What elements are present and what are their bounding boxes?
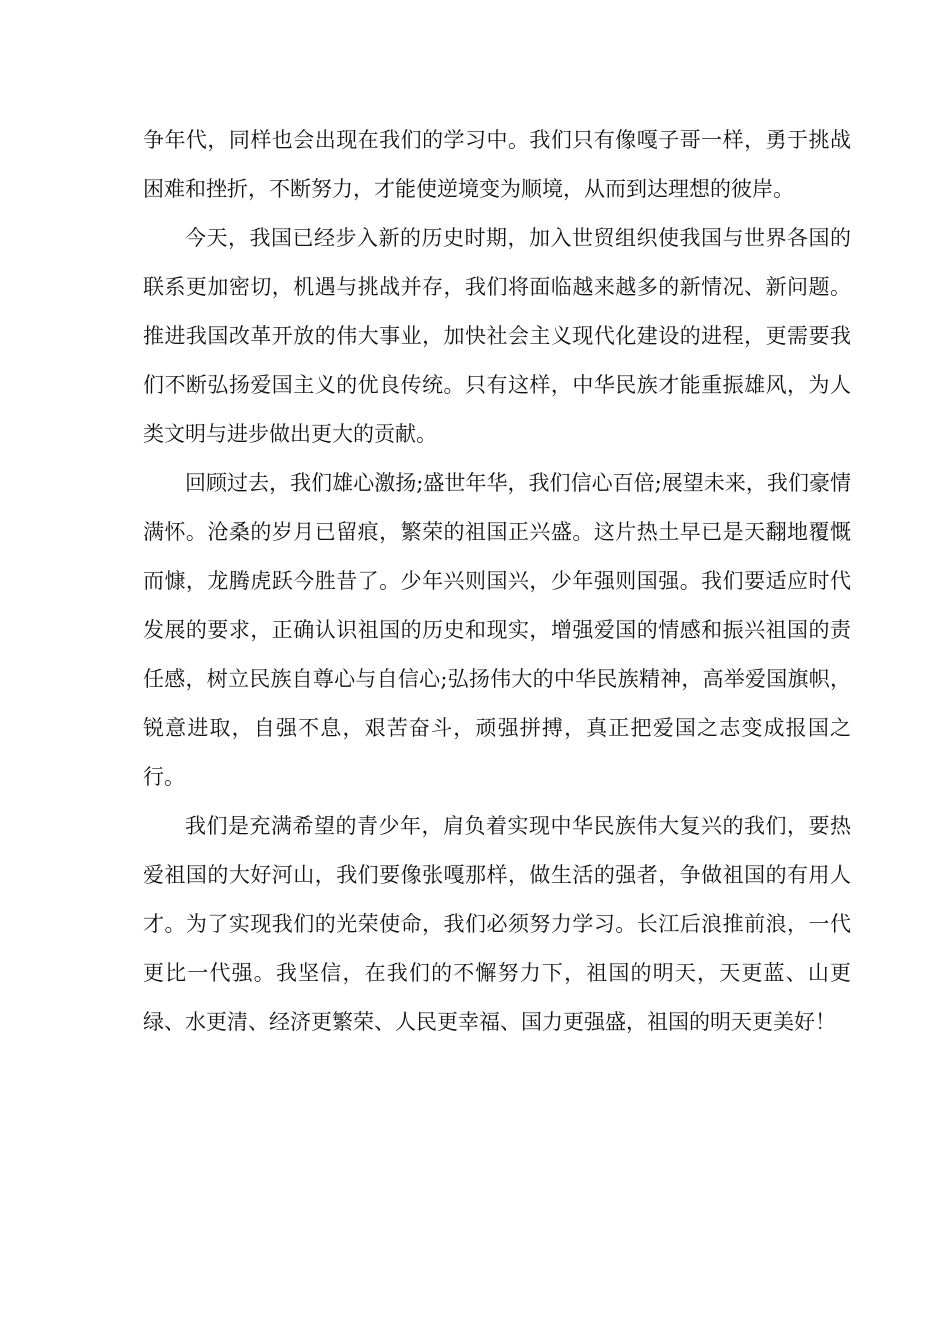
paragraph-looking-back: 回顾过去，我们雄心激扬;盛世年华，我们信心百倍;展望未来，我们豪情满怀。沧桑的岁月已留痕，繁荣的祖国正兴盛。这片热土早已是天翻地覆慨而慷，龙腾虎跃今胜昔了。少年兴则国兴，少年强则国强。我们要适应时代发展的要求，正确认识祖国的历史和现实，增强爱国的情感和振兴祖国的责任感，树立民族自尊心与自信心;弘扬伟大的中华民族精神，高举爱国旗帜，锐意进取，自强不息，艰苦奋斗，顽强拼搏，真正把爱国之志变成报国之行。 bbox=[143, 471, 851, 789]
paragraph-youth-mission: 我们是充满希望的青少年，肩负着实现中华民族伟大复兴的我们，要热爱祖国的大好河山，我们要像张嘎那样，做生活的强者，争做祖国的有用人才。为了实现我们的光荣使命，我们必须努力学习。长江后浪推前浪，一代更比一代强。我坚信，在我们的不懈努力下，祖国的明天，天更蓝、山更绿、水更清、经济更繁荣、人民更幸福、国力更强盛，祖国的明天更美好！ bbox=[143, 814, 851, 1034]
paragraph-continued: 争年代，同样也会出现在我们的学习中。我们只有像嘎子哥一样，勇于挑战困难和挫折，不断努力，才能使逆境变为顺境，从而到达理想的彼岸。 bbox=[143, 128, 851, 201]
document-body bbox=[143, 116, 851, 1047]
paragraph-new-era: 今天，我国已经步入新的历史时期，加入世贸组织使我国与世界各国的联系更加密切，机遇与挑战并存，我们将面临越来越多的新情况、新问题。推进我国改革开放的伟大事业，加快社会主义现代化建设的进程，更需要我们不断弘扬爱国主义的优良传统。只有这样，中华民族才能重振雄风，为人类文明与进步做出更大的贡献。 bbox=[143, 226, 851, 446]
